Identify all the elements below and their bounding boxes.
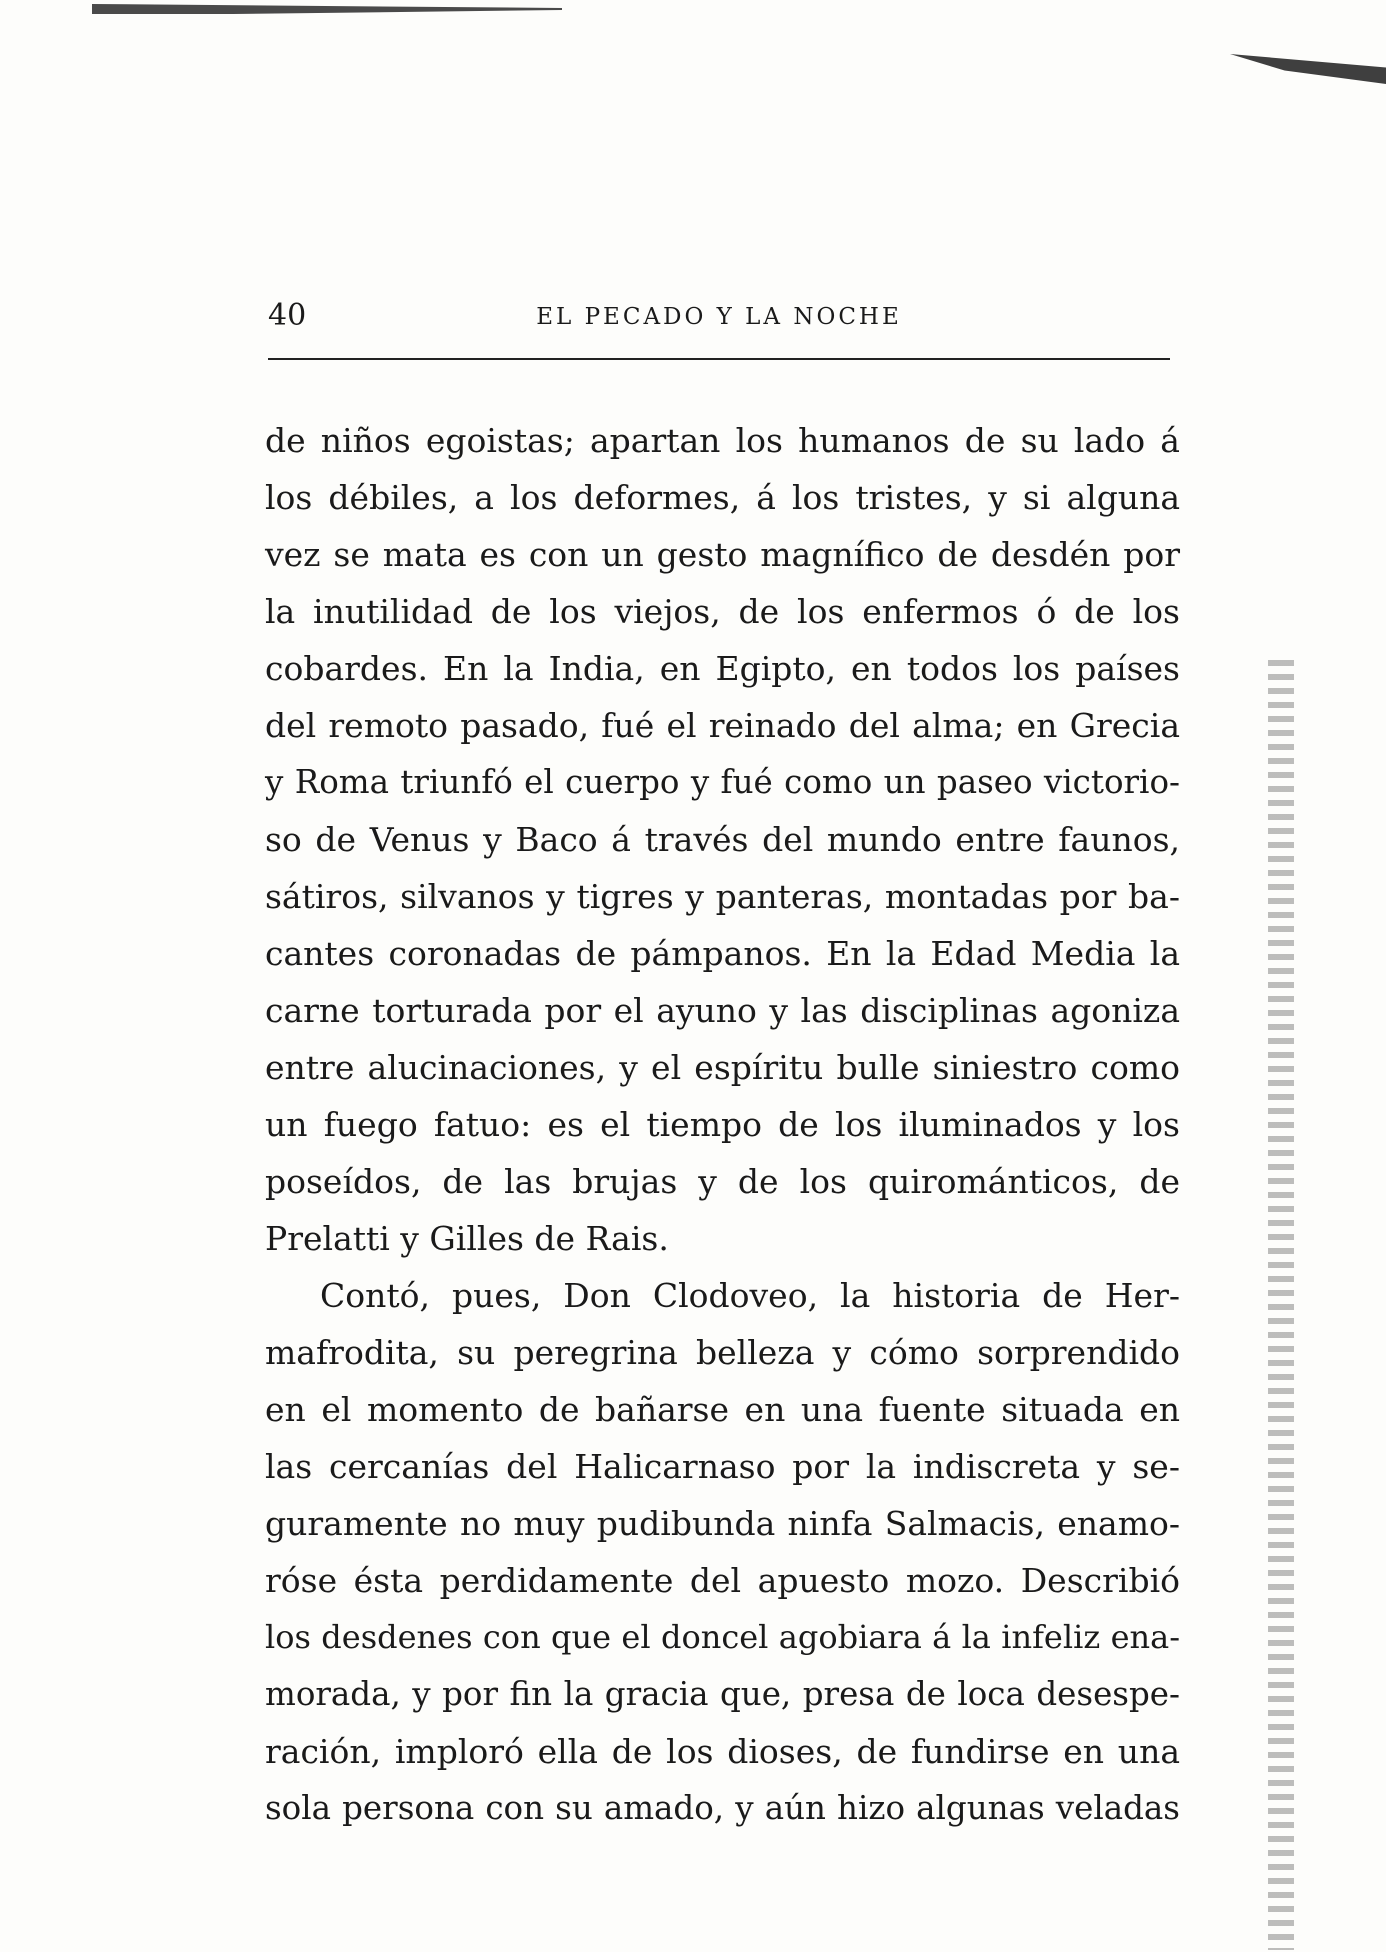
- text-line: del remoto pasado, fué el reinado del alma; en Grecia: [265, 706, 1180, 745]
- page-edge-shadow: [1268, 660, 1294, 1950]
- running-title: EL PECADO Y LA NOCHE: [536, 304, 902, 330]
- page-header: [268, 298, 1170, 338]
- text-line: ración, imploró ella de los dioses, de fundirse en una: [265, 1732, 1180, 1771]
- text-line: la inutilidad de los viejos, de los enfermos ó de los: [265, 592, 1180, 631]
- text-line: vez se mata es con un gesto magnífico de desdén por: [265, 535, 1180, 574]
- text-line: guramente no muy pudibunda ninfa Salmacis, enamo-: [265, 1504, 1180, 1543]
- text-line: Prelatti y Gilles de Rais.: [265, 1219, 669, 1258]
- text-line: sátiros, silvanos y tigres y panteras, montadas por ba-: [265, 877, 1180, 916]
- scan-streak-top-right: [1230, 54, 1386, 84]
- text-line: cobardes. En la India, en Egipto, en todos los países: [265, 649, 1180, 688]
- text-line: so de Venus y Baco á través del mundo entre faunos,: [265, 820, 1180, 859]
- text-line: cantes coronadas de pámpanos. En la Edad Media la: [265, 934, 1180, 973]
- text-line: de niños egoistas; apartan los humanos de su lado á: [265, 421, 1180, 460]
- text-line: un fuego fatuo: es el tiempo de los iluminados y los: [265, 1105, 1180, 1144]
- header-rule: [268, 358, 1170, 360]
- text-line: y Roma triunfó el cuerpo y fué como un paseo victorio-: [265, 763, 1180, 801]
- paragraph-2: [265, 1267, 1180, 1837]
- page-number: 40: [268, 298, 307, 333]
- text-line: sola persona con su amado, y aún hizo algunas veladas: [265, 1789, 1180, 1827]
- text-line: Contó, pues, Don Clodoveo, la historia de Her-: [320, 1276, 1180, 1315]
- text-line: mafrodita, su peregrina belleza y cómo sorprendido: [265, 1333, 1180, 1372]
- text-line: carne torturada por el ayuno y las disciplinas agoniza: [265, 991, 1180, 1030]
- scan-streak-top-left: [92, 4, 562, 14]
- text-line: róse ésta perdidamente del apuesto mozo. Describió: [265, 1561, 1180, 1600]
- paragraph-1: [265, 412, 1180, 1267]
- text-line: poseídos, de las brujas y de los quirománticos, de: [265, 1162, 1180, 1201]
- text-line: entre alucinaciones, y el espíritu bulle siniestro como: [265, 1048, 1180, 1087]
- body-text: [265, 412, 1180, 1837]
- text-line: los débiles, a los deformes, á los tristes, y si alguna: [265, 478, 1180, 517]
- text-line: morada, y por fin la gracia que, presa de loca desespe-: [265, 1675, 1180, 1713]
- text-line: los desdenes con que el doncel agobiara á la infeliz ena-: [265, 1618, 1180, 1656]
- text-line: en el momento de bañarse en una fuente situada en: [265, 1390, 1180, 1429]
- text-line: las cercanías del Halicarnaso por la indiscreta y se-: [265, 1447, 1180, 1486]
